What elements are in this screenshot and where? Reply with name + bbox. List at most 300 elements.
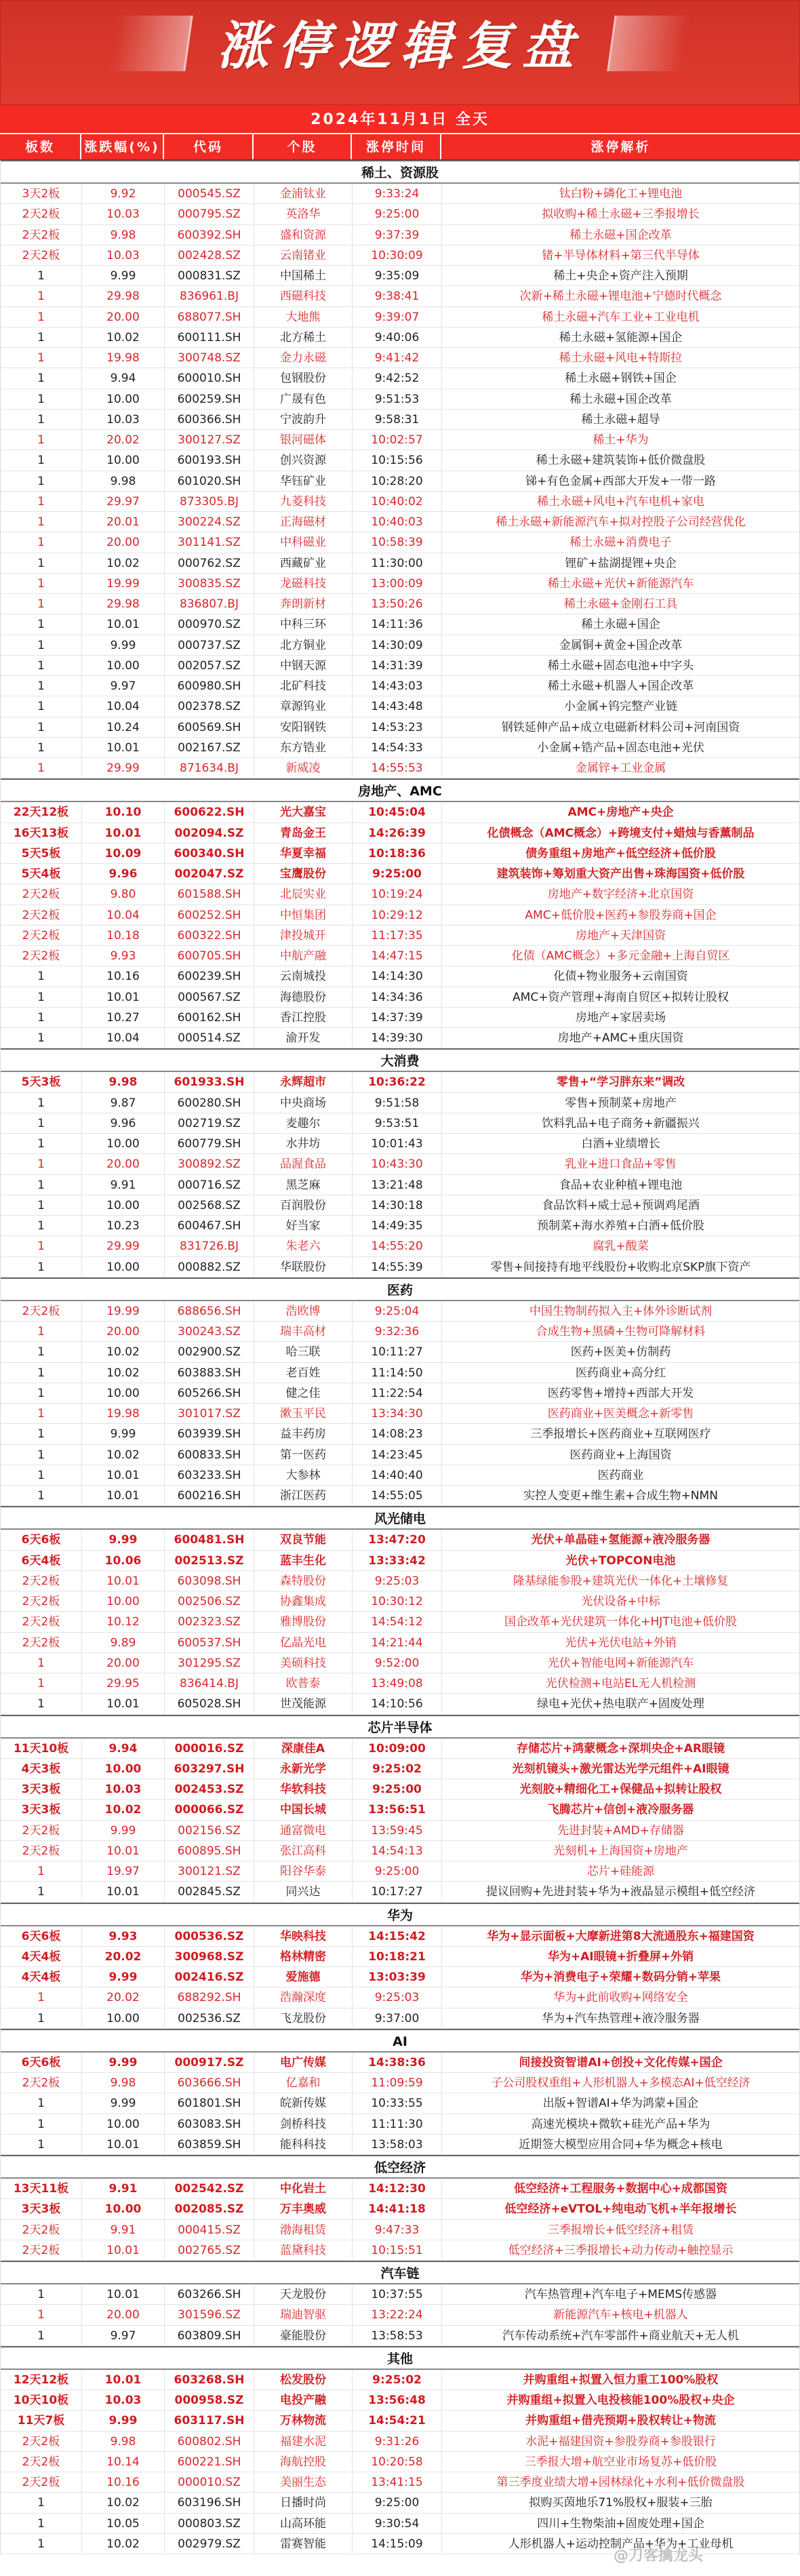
change-pct-cell: 20.01 bbox=[82, 512, 165, 532]
change-pct-cell: 10.00 bbox=[82, 389, 165, 409]
change-pct-cell: 19.98 bbox=[82, 1404, 165, 1423]
stock-name-cell: 北方铜业 bbox=[254, 635, 353, 655]
code-cell: 002568.SZ bbox=[165, 1195, 254, 1215]
code-cell: 600622.SH bbox=[165, 802, 254, 822]
change-pct-cell: 10.23 bbox=[82, 1216, 165, 1235]
code-cell: 688077.SH bbox=[165, 307, 254, 327]
analysis-cell: 稀土永磁+汽车工业+工业电机 bbox=[542, 310, 700, 324]
code-cell: 000917.SZ bbox=[165, 2053, 254, 2072]
analysis-cell: 汽车热管理+汽车电子+MEMS传感器 bbox=[524, 2288, 717, 2301]
stock-name-cell: 黑芝麻 bbox=[254, 1175, 353, 1195]
limit-time-cell: 10:28:20 bbox=[353, 471, 442, 491]
change-pct-cell: 29.99 bbox=[82, 1236, 165, 1256]
limit-time-cell: 9:47:33 bbox=[353, 2220, 442, 2240]
code-cell: 600481.SH bbox=[165, 1530, 254, 1549]
table-row bbox=[1, 2514, 799, 2534]
limit-time-cell: 10:01:43 bbox=[353, 1134, 442, 1153]
table-row bbox=[1, 2240, 799, 2261]
limit-time-cell: 10:40:03 bbox=[353, 512, 442, 532]
boards-cell: 4天4板 bbox=[1, 1947, 82, 1966]
boards-cell: 1 bbox=[1, 1342, 82, 1362]
code-cell: 600537.SH bbox=[165, 1633, 254, 1652]
code-cell: 002167.SZ bbox=[165, 738, 254, 757]
change-pct-cell: 20.00 bbox=[82, 532, 165, 552]
boards-cell: 1 bbox=[1, 389, 82, 409]
change-pct-cell: 9.93 bbox=[82, 946, 165, 966]
table-row bbox=[1, 1028, 799, 1048]
analysis-cell: 金属锌+工业金属 bbox=[575, 761, 666, 775]
change-pct-cell: 9.99 bbox=[82, 1967, 165, 1987]
table-row bbox=[1, 1008, 799, 1028]
analysis-cell: 房地产+天津国资 bbox=[575, 928, 666, 943]
stock-name-cell: 好当家 bbox=[254, 1216, 353, 1235]
table-row bbox=[1, 966, 799, 987]
stock-name-cell: 欧普泰 bbox=[254, 1673, 353, 1693]
analysis-cell: 锑+有色金属+西部大开发+一带一路 bbox=[525, 474, 716, 488]
boards-cell: 1 bbox=[1, 1322, 82, 1341]
limit-time-cell: 14:54:12 bbox=[353, 1612, 442, 1631]
change-pct-cell: 10.06 bbox=[82, 1551, 165, 1570]
table-row bbox=[1, 307, 799, 328]
boards-cell: 1 bbox=[1, 1653, 82, 1673]
stock-name-cell: 山高环能 bbox=[254, 2514, 353, 2533]
analysis-cell: 光伏+光伏电站+外销 bbox=[565, 1636, 677, 1650]
limit-time-cell: 13:58:03 bbox=[353, 2135, 442, 2154]
stock-name-cell: 宝鹰股份 bbox=[254, 864, 353, 884]
change-pct-cell: 10.00 bbox=[82, 1257, 165, 1277]
watermark: @刀客擒龙头 bbox=[614, 2548, 704, 2564]
analysis-cell: 医药零售+增持+西部大开发 bbox=[547, 1386, 694, 1400]
code-cell: 002765.SZ bbox=[165, 2240, 254, 2260]
table-row bbox=[1, 1424, 799, 1444]
boards-cell: 2天2板 bbox=[1, 1612, 82, 1631]
change-pct-cell: 29.97 bbox=[82, 492, 165, 511]
boards-cell: 1 bbox=[1, 286, 82, 306]
stock-name-cell: 第一医药 bbox=[254, 1445, 353, 1465]
limit-time-cell: 14:37:39 bbox=[353, 1008, 442, 1027]
table-row bbox=[1, 676, 799, 696]
analysis-cell: 建筑装饰+筹划重大资产出售+珠海国资+低价股 bbox=[496, 867, 745, 881]
stock-name-cell: 英洛华 bbox=[254, 204, 353, 224]
code-cell: 600895.SH bbox=[165, 1841, 254, 1861]
table-row bbox=[1, 717, 799, 738]
limit-time-cell: 14:30:09 bbox=[353, 635, 442, 655]
stock-name-cell: 双良节能 bbox=[254, 1530, 353, 1549]
analysis-cell: 金属铜+黄金+国企改革 bbox=[559, 638, 683, 652]
boards-cell: 1 bbox=[1, 2135, 82, 2154]
table-row bbox=[1, 738, 799, 758]
boards-cell: 1 bbox=[1, 2008, 82, 2028]
analysis-cell: 中国生物制药拟入主+体外诊断试剂 bbox=[529, 1304, 713, 1318]
stock-name-cell: 华钰矿业 bbox=[254, 471, 353, 491]
change-pct-cell: 19.98 bbox=[82, 348, 165, 368]
stock-name-cell: 华联股份 bbox=[254, 1257, 353, 1277]
boards-cell: 1 bbox=[1, 1404, 82, 1423]
stock-name-cell: 百润股份 bbox=[254, 1195, 353, 1215]
limit-time-cell: 10:18:21 bbox=[353, 1947, 442, 1966]
boards-cell: 3天3板 bbox=[1, 1779, 82, 1799]
limit-time-cell: 14:54:33 bbox=[353, 738, 442, 757]
stock-name-cell: 华夏幸福 bbox=[254, 844, 353, 863]
boards-cell: 1 bbox=[1, 307, 82, 327]
limit-time-cell: 14:12:30 bbox=[353, 2179, 442, 2198]
boards-cell: 3天3板 bbox=[1, 1800, 82, 1819]
stock-name-cell: 香江控股 bbox=[254, 1008, 353, 1027]
code-cell: 002542.SZ bbox=[165, 2179, 254, 2198]
boards-cell: 1 bbox=[1, 512, 82, 532]
analysis-cell: 间接投资智谱AI+创投+文化传媒+国企 bbox=[519, 2055, 723, 2069]
change-pct-cell: 9.99 bbox=[82, 2411, 165, 2430]
analysis-cell: 预制菜+海水养殖+白酒+低价股 bbox=[537, 1219, 704, 1233]
analysis-cell: 稀土永磁+国企改革 bbox=[569, 228, 672, 242]
boards-cell: 1 bbox=[1, 471, 82, 491]
change-pct-cell: 10.16 bbox=[82, 966, 165, 986]
table-row bbox=[1, 1363, 799, 1383]
change-pct-cell: 29.98 bbox=[82, 286, 165, 306]
change-pct-cell: 19.99 bbox=[82, 1301, 165, 1321]
code-cell: 836961.BJ bbox=[165, 286, 254, 306]
boards-cell: 6天6板 bbox=[1, 1530, 82, 1549]
change-pct-cell: 19.99 bbox=[82, 574, 165, 593]
analysis-cell: 债务重组+房地产+低空经济+低价股 bbox=[525, 846, 716, 860]
limit-time-cell: 10:30:09 bbox=[353, 245, 442, 265]
stock-name-cell: 青岛金王 bbox=[254, 823, 353, 843]
change-pct-cell: 10.01 bbox=[82, 1694, 165, 1713]
boards-cell: 11天10板 bbox=[1, 1739, 82, 1758]
limit-time-cell: 10:40:02 bbox=[353, 492, 442, 511]
stock-name-cell: 健之佳 bbox=[254, 1383, 353, 1403]
section-title: 低空经济 bbox=[1, 2155, 799, 2179]
limit-time-cell: 13:56:51 bbox=[353, 1800, 442, 1819]
table-row bbox=[1, 266, 799, 286]
analysis-cell: 光刻机+上海国资+房地产 bbox=[553, 1844, 688, 1858]
boards-cell: 1 bbox=[1, 717, 82, 737]
code-cell: 000415.SZ bbox=[165, 2220, 254, 2240]
boards-cell: 1 bbox=[1, 1424, 82, 1444]
boards-cell: 2天2板 bbox=[1, 225, 82, 245]
stock-name-cell: 光大嘉宝 bbox=[254, 802, 353, 822]
code-cell: 002428.SZ bbox=[165, 245, 254, 265]
code-cell: 300968.SZ bbox=[165, 1947, 254, 1966]
table-row bbox=[1, 614, 799, 635]
boards-cell: 6天6板 bbox=[1, 1926, 82, 1946]
table-row bbox=[1, 2493, 799, 2513]
limit-time-cell: 9:25:03 bbox=[353, 1987, 442, 2007]
stock-name-cell: 瑞迪智驱 bbox=[254, 2305, 353, 2324]
boards-cell: 6天6板 bbox=[1, 2053, 82, 2072]
change-pct-cell: 19.97 bbox=[82, 1861, 165, 1881]
table-row bbox=[1, 204, 799, 224]
boards-cell: 1 bbox=[1, 430, 82, 450]
limit-time-cell: 13:49:08 bbox=[353, 1673, 442, 1693]
change-pct-cell: 10.04 bbox=[82, 905, 165, 925]
code-cell: 300121.SZ bbox=[165, 1861, 254, 1881]
table-row bbox=[1, 1861, 799, 1882]
code-cell: 601020.SH bbox=[165, 471, 254, 491]
limit-time-cell: 14:43:03 bbox=[353, 676, 442, 696]
code-cell: 000737.SZ bbox=[165, 635, 254, 655]
limit-time-cell: 9:25:02 bbox=[353, 1759, 442, 1779]
table-row bbox=[1, 1486, 799, 1506]
analysis-cell: 锗+半导体材料+第三代半导体 bbox=[542, 248, 700, 262]
change-pct-cell: 10.04 bbox=[82, 696, 165, 716]
limit-time-cell: 14:40:40 bbox=[353, 1465, 442, 1485]
stock-name-cell: 广晟有色 bbox=[254, 389, 353, 409]
limit-time-cell: 9:39:07 bbox=[353, 307, 442, 327]
boards-cell: 1 bbox=[1, 2305, 82, 2324]
limit-time-cell: 10:30:12 bbox=[353, 1591, 442, 1611]
analysis-cell: 稀土永磁+新能源汽车+拟对控股子公司经营优化 bbox=[496, 515, 746, 529]
limit-time-cell: 9:37:00 bbox=[353, 2008, 442, 2028]
limit-time-cell: 14:15:42 bbox=[353, 1926, 442, 1946]
analysis-cell: 提议回购+先进封装+华为+液晶显示模组+低空经济 bbox=[486, 1885, 755, 1899]
table-row bbox=[1, 1612, 799, 1632]
change-pct-cell: 10.02 bbox=[82, 1363, 165, 1383]
table-row bbox=[1, 758, 799, 778]
table-row bbox=[1, 328, 799, 348]
boards-cell: 12天12板 bbox=[1, 2370, 82, 2390]
boards-cell: 2天2板 bbox=[1, 245, 82, 265]
change-pct-cell: 29.99 bbox=[82, 758, 165, 778]
table-row bbox=[1, 946, 799, 966]
limit-time-cell: 9:42:52 bbox=[353, 368, 442, 388]
analysis-cell: 锂矿+盐湖提锂+央企 bbox=[565, 556, 677, 570]
change-pct-cell: 9.99 bbox=[82, 2093, 165, 2113]
change-pct-cell: 9.94 bbox=[82, 368, 165, 388]
limit-time-cell: 11:17:35 bbox=[353, 926, 442, 945]
limit-time-cell: 9:40:06 bbox=[353, 328, 442, 347]
code-cell: 601801.SH bbox=[165, 2093, 254, 2113]
code-cell: 600111.SH bbox=[165, 328, 254, 347]
stock-name-cell: 东方锆业 bbox=[254, 738, 353, 757]
table-row bbox=[1, 2305, 799, 2325]
change-pct-cell: 9.98 bbox=[82, 471, 165, 491]
stock-name-cell: 中钢天源 bbox=[254, 656, 353, 675]
change-pct-cell: 10.05 bbox=[82, 2514, 165, 2533]
table-row bbox=[1, 864, 799, 884]
analysis-cell: 低空经济+三季报增长+动力传动+触控显示 bbox=[508, 2243, 734, 2257]
table-row bbox=[1, 1301, 799, 1322]
change-pct-cell: 10.01 bbox=[82, 1465, 165, 1485]
boards-cell: 1 bbox=[1, 348, 82, 368]
stock-name-cell: 海德股份 bbox=[254, 987, 353, 1007]
change-pct-cell: 20.02 bbox=[82, 430, 165, 450]
boards-cell: 1 bbox=[1, 2093, 82, 2113]
limit-time-cell: 9:25:04 bbox=[353, 1301, 442, 1321]
table-row bbox=[1, 1987, 799, 2008]
table-row bbox=[1, 1779, 799, 1800]
code-cell: 002085.SZ bbox=[165, 2199, 254, 2219]
boards-cell: 2天2板 bbox=[1, 2240, 82, 2260]
stock-name-cell: 皖新传媒 bbox=[254, 2093, 353, 2113]
boards-cell: 2天2板 bbox=[1, 1821, 82, 1840]
code-cell: 600467.SH bbox=[165, 1216, 254, 1235]
table-row bbox=[1, 1694, 799, 1714]
boards-cell: 1 bbox=[1, 987, 82, 1007]
code-cell: 000514.SZ bbox=[165, 1028, 254, 1048]
code-cell: 603233.SH bbox=[165, 1465, 254, 1485]
code-cell: 000762.SZ bbox=[165, 553, 254, 573]
table-row bbox=[1, 1571, 799, 1591]
analysis-cell: 稀土永磁+建筑装饰+低价微盘股 bbox=[536, 454, 706, 468]
table-row bbox=[1, 1926, 799, 1947]
change-pct-cell: 9.93 bbox=[82, 1926, 165, 1946]
boards-cell: 1 bbox=[1, 696, 82, 716]
change-pct-cell: 20.00 bbox=[82, 1653, 165, 1673]
change-pct-cell: 29.98 bbox=[82, 594, 165, 614]
code-cell: 000958.SZ bbox=[165, 2390, 254, 2410]
analysis-cell: 稀土永磁+光伏+新能源汽车 bbox=[547, 576, 694, 591]
limit-time-cell: 10:36:22 bbox=[353, 1072, 442, 1092]
boards-cell: 2天2板 bbox=[1, 204, 82, 224]
limit-time-cell: 9:25:02 bbox=[353, 2370, 442, 2390]
boards-cell: 1 bbox=[1, 2326, 82, 2345]
stock-name-cell: 浩欧博 bbox=[254, 1301, 353, 1321]
limit-time-cell: 14:23:45 bbox=[353, 1445, 442, 1465]
stock-name-cell: 北矿科技 bbox=[254, 676, 353, 696]
change-pct-cell: 9.99 bbox=[82, 2053, 165, 2072]
change-pct-cell: 10.01 bbox=[82, 1841, 165, 1861]
limit-time-cell: 13:50:26 bbox=[353, 594, 442, 614]
analysis-cell: AMC+低价股+医药+参股券商+国企 bbox=[525, 908, 717, 922]
boards-cell: 1 bbox=[1, 2514, 82, 2533]
table-row bbox=[1, 245, 799, 266]
analysis-cell: 汽车传动系统+汽车零部件+商业航天+无人机 bbox=[502, 2329, 739, 2343]
table-row bbox=[1, 1882, 799, 1902]
boards-cell: 1 bbox=[1, 1154, 82, 1174]
stock-name-cell: 瑞丰高材 bbox=[254, 1322, 353, 1341]
stock-name-cell: 哈三联 bbox=[254, 1342, 353, 1362]
stock-name-cell: 包钢股份 bbox=[254, 368, 353, 388]
boards-cell: 4天4板 bbox=[1, 1967, 82, 1987]
change-pct-cell: 10.00 bbox=[82, 2008, 165, 2028]
stock-name-cell: 北方稀土 bbox=[254, 328, 353, 347]
analysis-cell: 食品饮料+威士忌+预调鸡尾酒 bbox=[542, 1198, 700, 1212]
table-row bbox=[1, 823, 799, 844]
stock-name-cell: 中国稀土 bbox=[254, 266, 353, 285]
limit-time-cell: 9:51:58 bbox=[353, 1093, 442, 1113]
analysis-cell: 华为+消费电子+荣耀+数码分销+苹果 bbox=[521, 1970, 721, 1984]
stock-name-cell: 麦趣尔 bbox=[254, 1113, 353, 1133]
table-row bbox=[1, 2452, 799, 2472]
boards-cell: 1 bbox=[1, 1134, 82, 1153]
change-pct-cell: 10.02 bbox=[82, 2534, 165, 2554]
code-cell: 601588.SH bbox=[165, 884, 254, 904]
stock-name-cell: 盛和资源 bbox=[254, 225, 353, 245]
limit-time-cell: 14:43:48 bbox=[353, 696, 442, 716]
analysis-cell: 医药+医美+仿制药 bbox=[570, 1345, 671, 1360]
column-header-change-pct: 涨跌幅(%) bbox=[81, 134, 164, 159]
stock-name-cell: 爱施德 bbox=[254, 1967, 353, 1987]
limit-time-cell: 9:25:00 bbox=[353, 204, 442, 224]
analysis-cell: 光伏+TOPCON电池 bbox=[565, 1553, 676, 1568]
analysis-cell: 稀土永磁+消费电子 bbox=[569, 536, 672, 550]
table-row bbox=[1, 926, 799, 946]
analysis-cell: 小金属+钨完整产业链 bbox=[563, 700, 678, 714]
analysis-cell: 零售+预制菜+房地产 bbox=[565, 1096, 677, 1110]
analysis-cell: 光刻胶+精细化工+保健品+拟转让股权 bbox=[519, 1783, 722, 1796]
code-cell: 603859.SH bbox=[165, 2135, 254, 2154]
boards-cell: 1 bbox=[1, 1363, 82, 1383]
change-pct-cell: 10.01 bbox=[82, 1571, 165, 1591]
table-row bbox=[1, 1551, 799, 1571]
limit-time-cell: 14:47:15 bbox=[353, 946, 442, 966]
limit-time-cell: 14:53:23 bbox=[353, 717, 442, 737]
analysis-cell: 华为+汽车热管理+液冷服务器 bbox=[542, 2011, 700, 2025]
code-cell: 603809.SH bbox=[165, 2326, 254, 2345]
limit-time-cell: 14:34:36 bbox=[353, 987, 442, 1007]
code-cell: 002719.SZ bbox=[165, 1113, 254, 1133]
column-header-boards: 板数 bbox=[0, 134, 81, 159]
table-row bbox=[1, 1236, 799, 1256]
change-pct-cell: 10.01 bbox=[82, 1882, 165, 1901]
analysis-cell: 稀土永磁+风电+汽车电机+家电 bbox=[537, 494, 704, 509]
stock-name-cell: 协鑫集成 bbox=[254, 1591, 353, 1611]
change-pct-cell: 10.00 bbox=[82, 1759, 165, 1779]
column-header-stock: 个股 bbox=[254, 134, 352, 159]
boards-cell: 2天2板 bbox=[1, 905, 82, 925]
limit-time-cell: 9:32:36 bbox=[353, 1322, 442, 1341]
analysis-cell: 拟收购+稀土永磁+三季报增长 bbox=[542, 207, 700, 222]
table-row bbox=[1, 1759, 799, 1779]
change-pct-cell: 10.00 bbox=[82, 2114, 165, 2134]
boards-cell: 11天7板 bbox=[1, 2411, 82, 2430]
stock-name-cell: 中央商场 bbox=[254, 1093, 353, 1113]
stock-name-cell: 美硕科技 bbox=[254, 1653, 353, 1673]
boards-cell: 2天2板 bbox=[1, 1841, 82, 1861]
analysis-cell: 医药商业+上海国资 bbox=[569, 1448, 672, 1462]
analysis-cell: 房地产+家居卖场 bbox=[575, 1010, 666, 1025]
analysis-cell: 稀土+央企+资产注入预期 bbox=[553, 269, 688, 283]
analysis-cell: 稀土永磁+金刚石工具 bbox=[563, 597, 678, 611]
boards-cell: 1 bbox=[1, 614, 82, 634]
change-pct-cell: 10.03 bbox=[82, 1779, 165, 1799]
change-pct-cell: 20.02 bbox=[82, 1987, 165, 2007]
analysis-cell: 房地产+AMC+重庆国资 bbox=[557, 1031, 684, 1045]
change-pct-cell: 10.03 bbox=[82, 2390, 165, 2410]
code-cell: 002979.SZ bbox=[165, 2534, 254, 2554]
boards-cell: 1 bbox=[1, 656, 82, 675]
table-body bbox=[0, 160, 800, 2554]
code-cell: 600569.SH bbox=[165, 717, 254, 737]
change-pct-cell: 10.02 bbox=[82, 1445, 165, 1465]
column-header-limit-time: 涨停时间 bbox=[352, 134, 441, 159]
code-cell: 688656.SH bbox=[165, 1301, 254, 1321]
table-row bbox=[1, 2093, 799, 2114]
limit-time-cell: 14:26:39 bbox=[353, 823, 442, 843]
limit-time-cell: 9:35:09 bbox=[353, 266, 442, 285]
code-cell: 301141.SZ bbox=[165, 532, 254, 552]
boards-cell: 1 bbox=[1, 368, 82, 388]
limit-time-cell: 9:41:42 bbox=[353, 348, 442, 368]
boards-cell: 1 bbox=[1, 1093, 82, 1113]
table-row bbox=[1, 2179, 799, 2199]
stock-name-cell: 中科三环 bbox=[254, 614, 353, 634]
banner bbox=[0, 0, 800, 105]
code-cell: 002900.SZ bbox=[165, 1342, 254, 1362]
code-cell: 000882.SZ bbox=[165, 1257, 254, 1277]
code-cell: 002416.SZ bbox=[165, 1967, 254, 1987]
code-cell: 000010.SZ bbox=[165, 2472, 254, 2492]
code-cell: 301596.SZ bbox=[165, 2305, 254, 2324]
stock-name-cell: 亿嘉和 bbox=[254, 2073, 353, 2093]
code-cell: 301295.SZ bbox=[165, 1653, 254, 1673]
change-pct-cell: 10.00 bbox=[82, 1134, 165, 1153]
table-row bbox=[1, 1134, 799, 1154]
boards-cell: 1 bbox=[1, 553, 82, 573]
table-row bbox=[1, 2008, 799, 2029]
analysis-cell: 钢铁延伸产品+成立电磁新材料公司+河南国资 bbox=[501, 720, 740, 734]
